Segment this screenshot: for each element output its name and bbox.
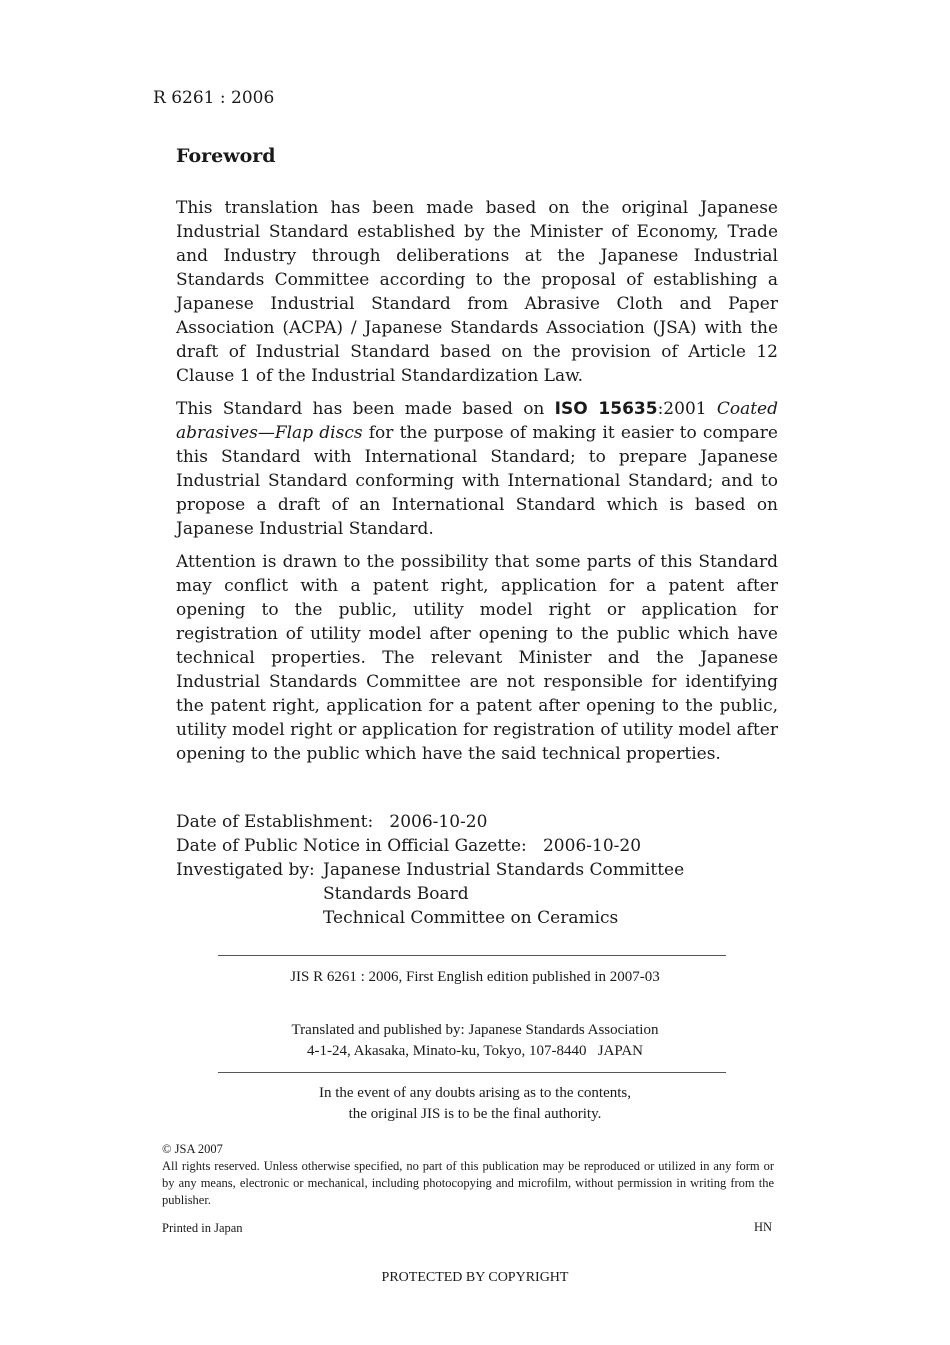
copyright-notice: © JSA 2007 <box>162 1142 223 1156</box>
investigator-3: Technical Committee on Ceramics <box>323 908 619 928</box>
authority-line: In the event of any doubts arising as to the contents, <box>318 1085 631 1101</box>
foreword-paragraph-1: This translation has been made based on the original Japanese Industrial Standard established by the Minister of Economy, Trade and Industry through deliberations at the Japanese Industrial Standards Committee according to the proposal of establishing a Japanese Industrial Standard from Abrasive Cloth and Paper Association (ACPA) / Japanese Standards Association (JSA) with the draft of Industrial Standard based on the provision of Article 12 Clause 1 of the Industrial Standardization Law. <box>176 198 778 386</box>
iso-year: :2001 <box>657 399 717 419</box>
printed-in: Printed in Japan <box>162 1221 243 1235</box>
iso-number: ISO 15635 <box>554 399 658 419</box>
authority-notice <box>180 1083 770 1125</box>
foreword-title: Foreword <box>176 145 276 167</box>
print-code: HN <box>753 1220 772 1234</box>
divider <box>218 1072 726 1073</box>
iso-title: Coated abrasives—Flap discs <box>176 399 778 443</box>
authority-line: the original JIS is to be the final authority. <box>348 1106 602 1122</box>
document-code: R 6261 : 2006 <box>153 88 275 108</box>
investigated-by-label: Investigated by: <box>176 860 315 880</box>
publisher-line: Translated and published by: Japanese Standards Association <box>291 1022 659 1038</box>
foreword-paragraph-2 <box>176 397 778 541</box>
rights-statement: All rights reserved. Unless otherwise specified, no part of this publication may be reproduced or utilized in any form or by any means, electronic or mechanical, including photocopying and microfilm, without permission in writing from the publisher. <box>162 1159 774 1207</box>
divider <box>218 955 726 956</box>
foreword-paragraph-3: Attention is drawn to the possibility that some parts of this Standard may conflict with a patent right, application for a patent after opening to the public, utility model right or application for registration of utility model after opening to the public which have technical properties. The relevant Minister and the Japanese Industrial Standards Committee are not responsible for identifying the patent right, application for a patent after opening to the public, utility model right or application for registration of utility model after opening to the public which have the said technical properties. <box>176 552 778 764</box>
protected-by-copyright: PROTECTED BY COPYRIGHT <box>381 1270 569 1285</box>
date-of-establishment: Date of Establishment: 2006-10-20 <box>176 812 488 832</box>
paragraph-text: for the purpose of making it easier to compare this Standard with International Standard; to prepare Japanese Industrial Standard conforming with International Standard; and to propose a draft of an International Standard which is based on Japanese Industrial Standard. <box>176 423 778 539</box>
investigator-1: Japanese Industrial Standards Committee <box>323 860 685 880</box>
investigator-2: Standards Board <box>323 884 469 904</box>
paragraph-text: This Standard has been made based on <box>176 399 555 419</box>
publisher-address: 4-1-24, Akasaka, Minato-ku, Tokyo, 107-8440 JAPAN <box>306 1043 644 1059</box>
edition-info: JIS R 6261 : 2006, First English edition published in 2007-03 <box>290 969 660 985</box>
publisher-info <box>180 1020 770 1062</box>
date-of-public-notice: Date of Public Notice in Official Gazette: 2006-10-20 <box>176 836 642 856</box>
